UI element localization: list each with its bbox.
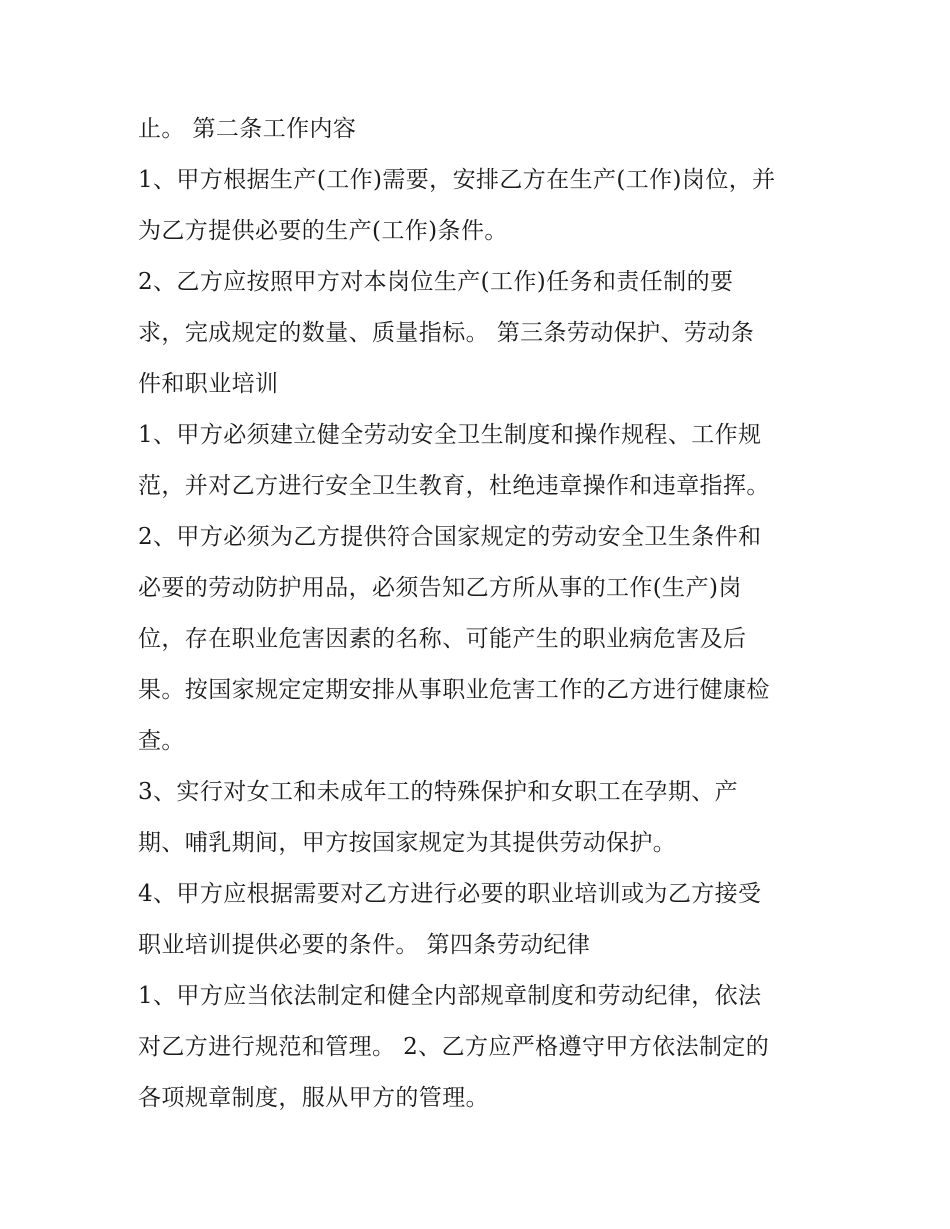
text-line: 止。 第二条工作内容 (138, 116, 357, 142)
text-line: 件和职业培训 (138, 371, 279, 397)
text-line: 范，并对乙方进行安全卫生教育，杜绝违章操作和违章指挥。 (138, 473, 770, 499)
text-line: 查。 (138, 728, 185, 754)
text-line: 1、甲方必须建立健全劳动安全卫生制度和操作规程、工作规 (138, 422, 762, 448)
text-line: 职业培训提供必要的条件。 第四条劳动纪律 (138, 932, 591, 958)
text-line: 果。按国家规定定期安排从事职业危害工作的乙方进行健康检 (138, 677, 770, 703)
text-line: 对乙方进行规范和管理。 2、乙方应严格遵守甲方依法制定的 (138, 1034, 770, 1060)
text-line: 3、实行对女工和未成年工的特殊保护和女职工在孕期、产 (138, 779, 739, 805)
text-line: 2、甲方必须为乙方提供符合国家规定的劳动安全卫生条件和 (138, 524, 762, 550)
text-line: 1、甲方应当依法制定和健全内部规章制度和劳动纪律，依法 (138, 983, 762, 1009)
text-line: 位，存在职业危害因素的名称、可能产生的职业病危害及后 (138, 626, 747, 652)
text-line: 为乙方提供必要的生产(工作)条件。 (138, 218, 508, 244)
text-line: 2、乙方应按照甲方对本岗位生产(工作)任务和责任制的要 (138, 269, 734, 295)
text-line: 期、哺乳期间，甲方按国家规定为其提供劳动保护。 (138, 830, 677, 856)
text-line: 各项规章制度，服从甲方的管理。 (138, 1085, 489, 1111)
text-line: 必要的劳动防护用品，必须告知乙方所从事的工作(生产)岗 (138, 575, 742, 601)
text-line: 求，完成规定的数量、质量指标。 第三条劳动保护、劳动条 (138, 320, 755, 346)
text-line: 4、甲方应根据需要对乙方进行必要的职业培训或为乙方接受 (138, 881, 762, 907)
text-line: 1、甲方根据生产(工作)需要，安排乙方在生产(工作)岗位，并 (138, 167, 776, 193)
